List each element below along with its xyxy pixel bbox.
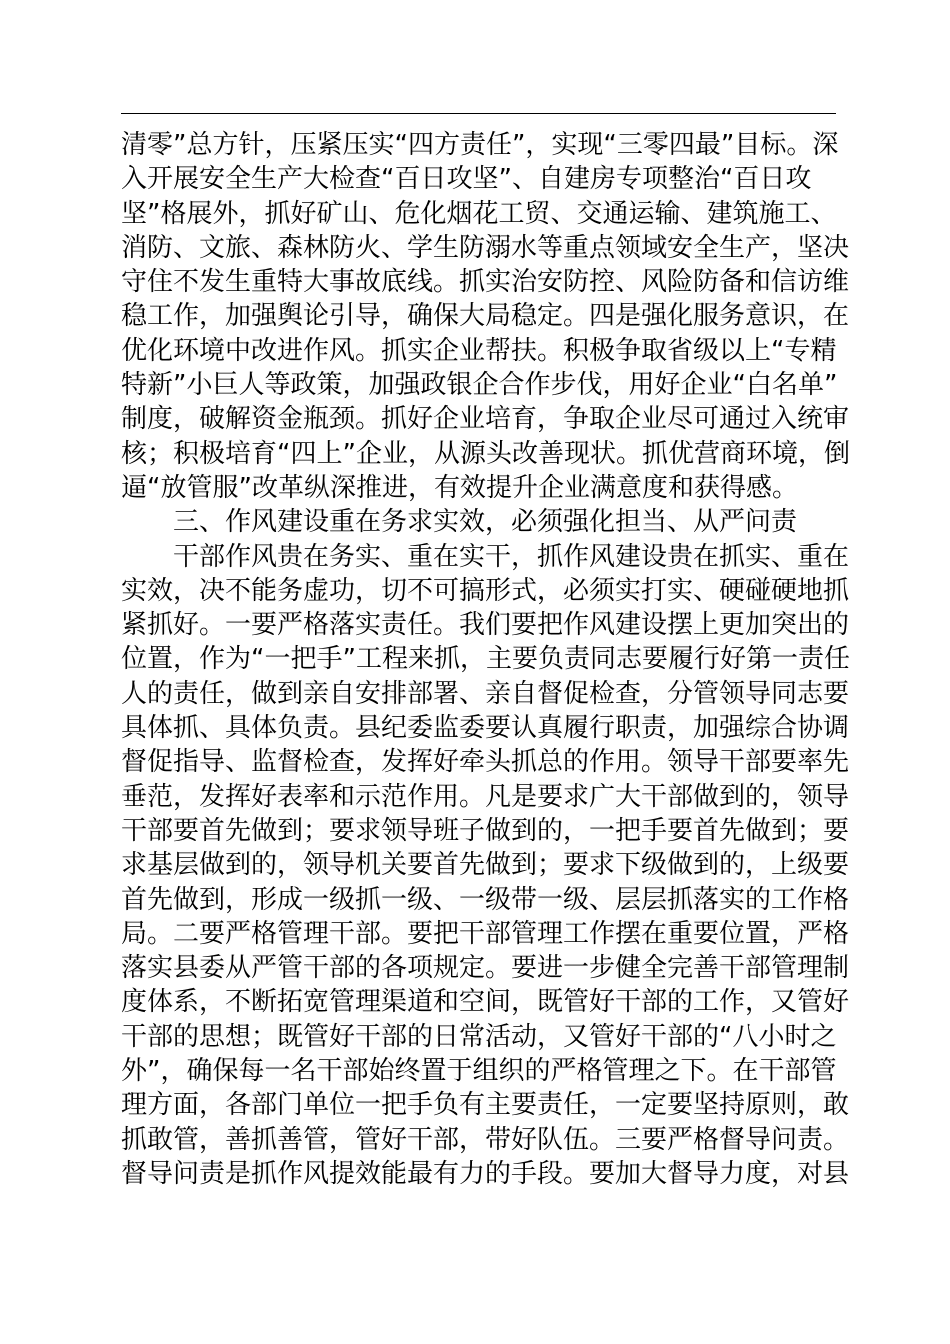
- text-line: 人的责任，做到亲自安排部署、亲自督促检查，分管领导同志要: [121, 678, 850, 709]
- text-line: 度体系，不断拓宽管理渠道和空间，既管好干部的工作，又管好: [121, 987, 850, 1018]
- document-body: [121, 128, 850, 1191]
- text-line: 理方面，各部门单位一把手负有主要责任，一定要坚持原则，敢: [121, 1090, 850, 1121]
- text-line: 紧抓好。一要严格落实责任。我们要把作风建设摆上更加突出的: [121, 610, 850, 641]
- text-line: 逼“放管服”改革纵深推进，有效提升企业满意度和获得感。: [121, 472, 798, 503]
- text-line: 垂范，发挥好表率和示范作用。凡是要求广大干部做到的，领导: [121, 781, 850, 812]
- text-line: 清零”总方针，压紧压实“四方责任”，实现“三零四最”目标。深: [121, 130, 839, 160]
- text-line: 实效，决不能务虚功，切不可搞形式，必须实打实、硬碰硬地抓: [121, 575, 850, 606]
- text-line: 稳工作，加强舆论引导，确保大局稳定。四是强化服务意识，在: [121, 301, 850, 332]
- text-line: 首先做到，形成一级抓一级、一级带一级、层层抓落实的工作格: [121, 884, 850, 915]
- paragraph-start-line: 干部作风贵在务实、重在实干，抓作风建设贵在抓实、重在: [173, 541, 850, 572]
- text-line: 具体抓、具体负责。县纪委监委要认真履行职责，加强综合协调: [121, 713, 850, 744]
- text-line: 督促指导、监督检查，发挥好牵头抓总的作用。领导干部要率先: [121, 747, 850, 778]
- text-line: 制度，破解资金瓶颈。抓好企业培育，争取企业尽可通过入统审: [121, 404, 850, 435]
- text-line: 特新”小巨人等政策，加强政银企合作步伐，用好企业“白名单”: [121, 370, 838, 401]
- text-line: 守住不发生重特大事故底线。抓实治安防控、风险防备和信访维: [121, 267, 850, 298]
- text-line: 局。二要严格管理干部。要把干部管理工作摆在重要位置，严格: [121, 918, 850, 949]
- paragraph-start-line: 三、作风建设重在务求实效，必须强化担当、从严问责: [173, 507, 798, 538]
- text-line: 外”，确保每一名干部始终置于组织的严格管理之下。在干部管: [121, 1056, 837, 1087]
- text-line: 优化环境中改进作风。抓实企业帮扶。积极争取省级以上“专精: [121, 335, 837, 366]
- text-line: 抓敢管，善抓善管，管好干部，带好队伍。三要严格督导问责。: [121, 1124, 850, 1155]
- text-line: 干部的思想；既管好干部的日常活动，又管好干部的“八小时之: [121, 1021, 837, 1052]
- text-line: 核；积极培育“四上”企业，从源头改善现状。抓优营商环境，倒: [121, 438, 850, 469]
- text-line: 消防、文旅、森林防火、学生防溺水等重点领域安全生产，坚决: [121, 232, 850, 263]
- text-line: 求基层做到的，领导机关要首先做到；要求下级做到的，上级要: [121, 850, 850, 881]
- text-line: 干部要首先做到；要求领导班子做到的，一把手要首先做到；要: [121, 815, 850, 846]
- text-line: 坚”格展外，抓好矿山、危化烟花工贸、交通运输、建筑施工、: [121, 198, 837, 229]
- text-line: 落实县委从严管干部的各项规定。要进一步健全完善干部管理制: [121, 953, 850, 984]
- header-rule: [121, 113, 836, 114]
- text-line: 督导问责是抓作风提效能最有力的手段。要加大督导力度，对县: [121, 1158, 850, 1189]
- text-line: 位置，作为“一把手”工程来抓，主要负责同志要履行好第一责任: [121, 644, 850, 675]
- text-line: 入开展安全生产大检查“百日攻坚”、自建房专项整治“百日攻: [121, 164, 812, 195]
